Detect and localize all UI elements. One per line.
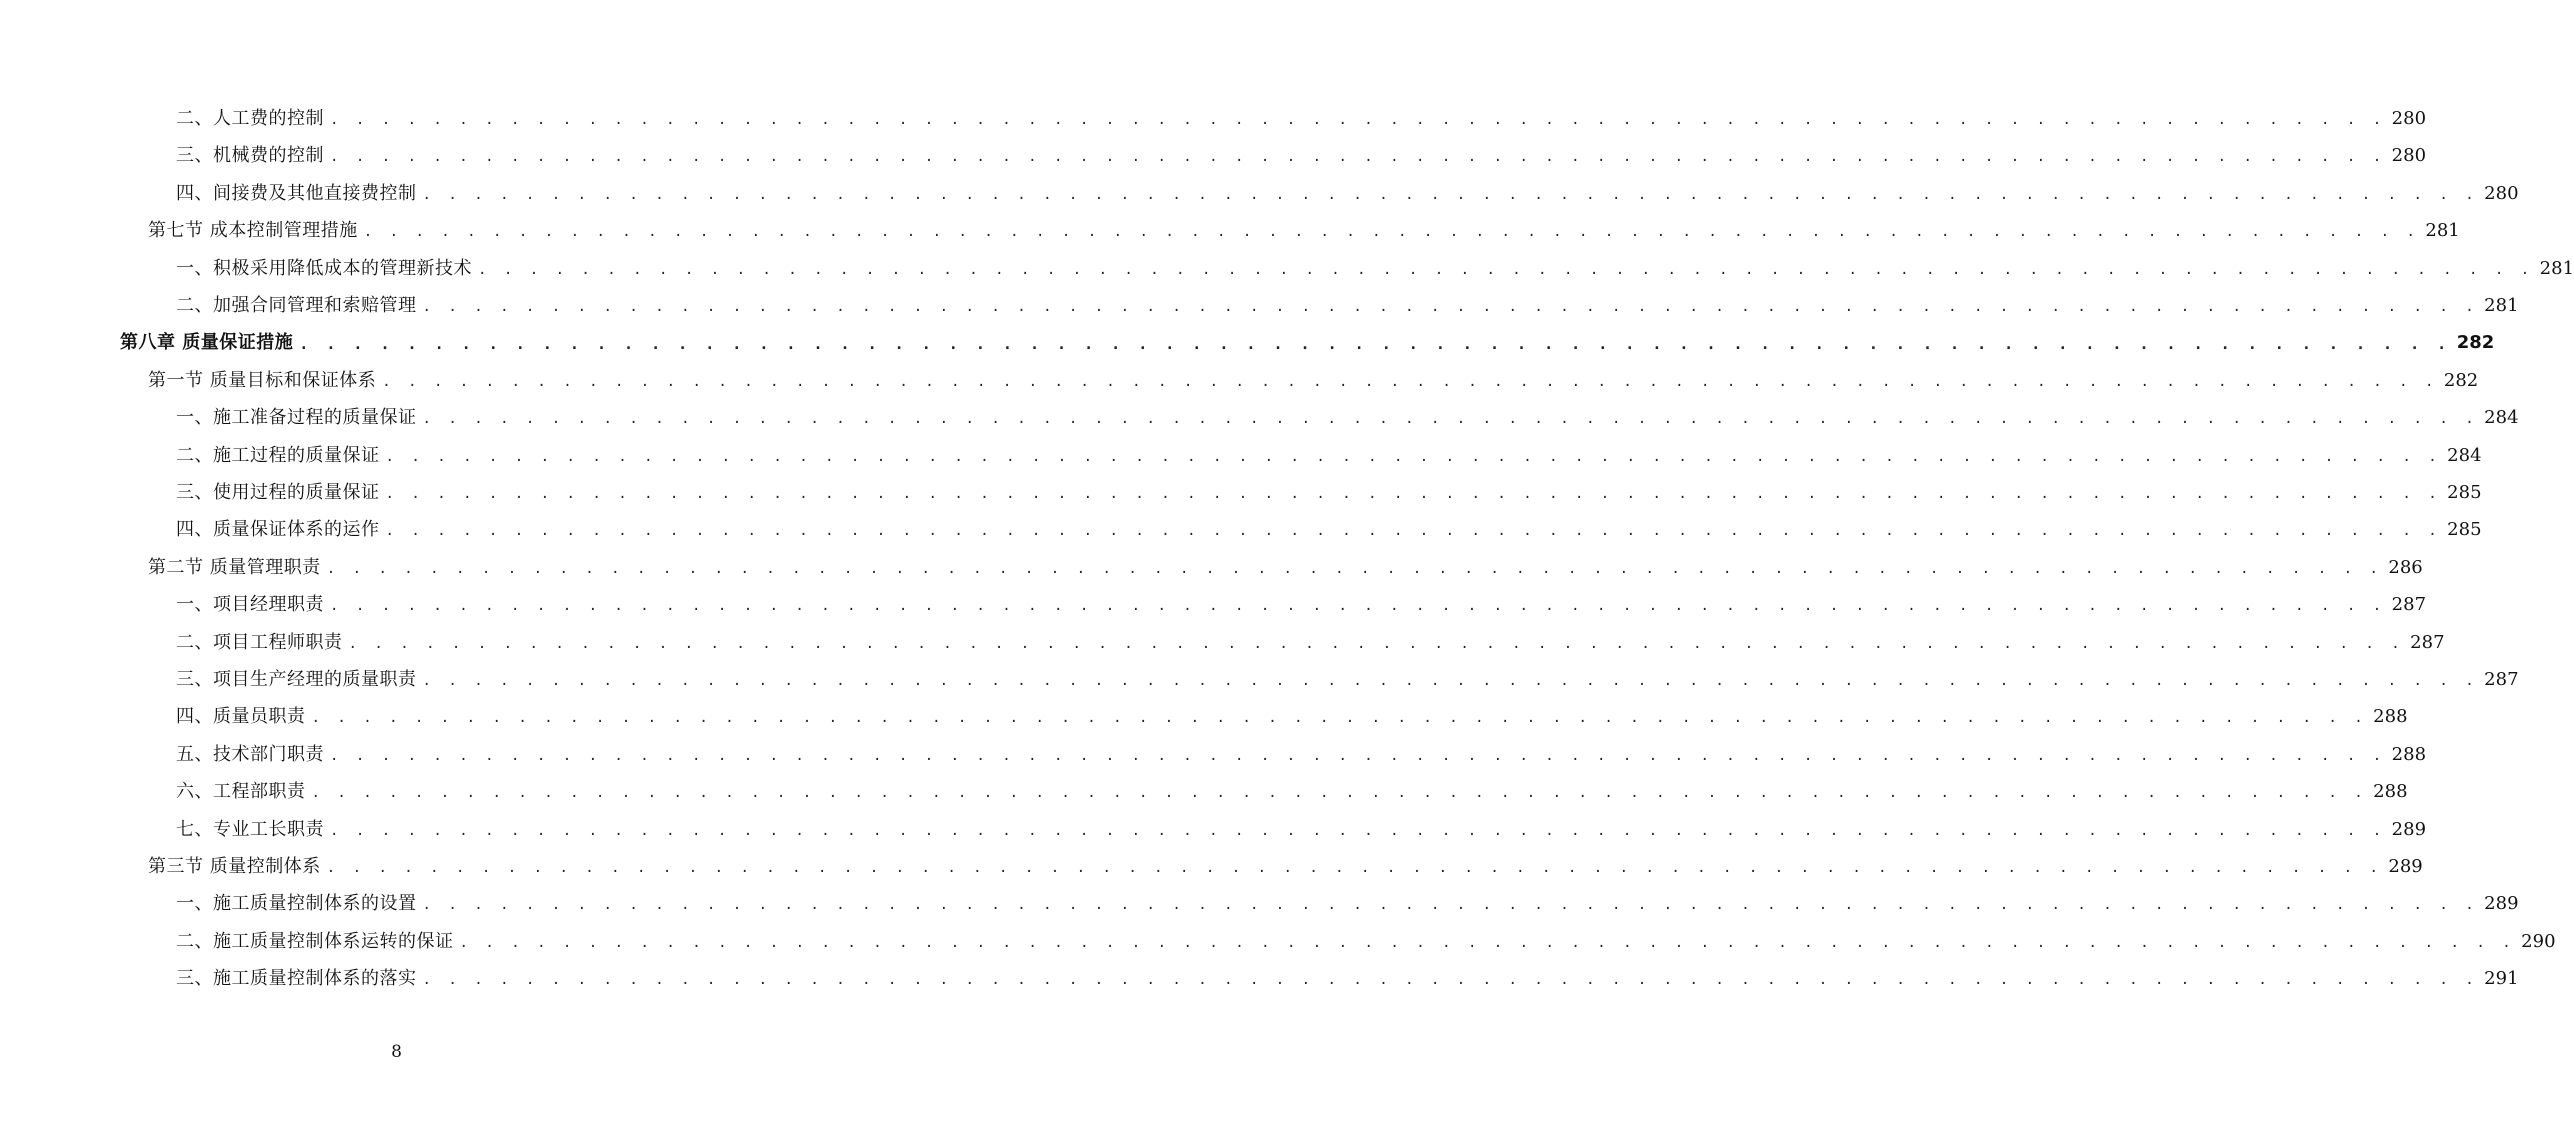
toc-entry-title: 一、施工准备过程的质量保证 [176, 407, 417, 429]
toc-dot-leader: . . . . . . . . . . . . . . . . . . . . . . . . . . . . . . . . . . . . . . . . . . . . . . . . . . . . . . . . . . . . . . . . . . . . . . . . . . . . . . . . [385, 486, 2442, 502]
toc-dot-leader: . . . . . . . . . . . . . . . . . . . . . . . . . . . . . . . . . . . . . . . . . . . . . . . . . . . . . . . . . . . . . . . . . . . . . . . . . . . . . . . . [311, 785, 2368, 802]
toc-subsection-entry[interactable] [176, 960, 2519, 997]
toc-dot-leader: . . . . . . . . . . . . . . . . . . . . . . . . . . . . . . . . . . . . . . . . . . . . . . . . . . . . . . . . . . . . . . . . . . . . . . . . . . . . . . . . [385, 448, 2442, 465]
toc-entry-page: 285 [2447, 519, 2482, 541]
toc-dot-leader: . . . . . . . . . . . . . . . . . . . . . . . . . . . . . . . . . . . . . . . . . . . . . . . . . . . . . . . . . . . . . . . . . . . . . . . . . . . . . . . . [330, 822, 2386, 839]
toc-section-entry[interactable] [148, 549, 2423, 586]
toc-subsection-entry[interactable] [176, 923, 2556, 960]
toc-subsection-entry[interactable] [176, 511, 2482, 548]
toc-entry-title: 五、技术部门职责 [176, 743, 324, 765]
toc-section-entry[interactable] [148, 212, 2460, 249]
toc-entry-page: 288 [2373, 781, 2408, 803]
toc-subsection-entry[interactable] [176, 474, 2482, 511]
toc-entry-page: 290 [2521, 930, 2556, 952]
toc-dot-leader: . . . . . . . . . . . . . . . . . . . . . . . . . . . . . . . . . . . . . . . . . . . . . . . . . . . . . . . . . . . . . . . . . . . . . . . . . . . . . . . . [422, 411, 2479, 428]
toc-entry-title: 第七节 成本控制管理措施 [148, 220, 358, 242]
toc-dot-leader: . . . . . . . . . . . . . . . . . . . . . . . . . . . . . . . . . . . . . . . . . . . . . . . . . . . . . . . . . . . . . . . . . . . . . . . . . . . . . . . . [382, 373, 2438, 390]
toc-dot-leader: . . . . . . . . . . . . . . . . . . . . . . . . . . . . . . . . . . . . . . . . . . . . . . . . . . . . . . . . . . . . . . . . . . . . . . . . . . . . . . . . [311, 710, 2368, 727]
toc-entry-title: 七、专业工长职责 [176, 818, 324, 840]
toc-subsection-entry[interactable] [176, 773, 2408, 810]
toc-chapter-entry[interactable] [120, 324, 2495, 361]
toc-section-entry[interactable] [148, 362, 2479, 399]
toc-section-entry[interactable] [148, 848, 2423, 885]
toc-dot-leader: . . . . . . . . . . . . . . . . . . . . . . . . . . . . . . . . . . . . . . . . . . . . . . . . . . . . . . . . . . . . . . . . . . . . . . . . . . . . . . . . [363, 224, 2420, 241]
toc-entry-title: 一、积极采用降低成本的管理新技术 [176, 257, 472, 279]
toc-subsection-entry[interactable] [176, 287, 2519, 324]
toc-dot-leader: . . . . . . . . . . . . . . . . . . . . . . . . . . . . . . . . . . . . . . . . . . . . . . . . . . . . . . . . . . . . . . . . . . . . . . . . . . . . . . . . [422, 186, 2479, 203]
toc-entry-title: 二、项目工程师职责 [176, 631, 343, 653]
toc-subsection-entry[interactable] [176, 811, 2427, 848]
toc-subsection-entry[interactable] [176, 250, 2574, 287]
toc-dot-leader: . . . . . . . . . . . . . . . . . . . . . . . . . . . . . . . . . . . . . . . . . . . . . . . . . . . . . . . . . . . . . . . . . . . . . . . . . . . . . . . . [422, 299, 2479, 315]
toc-entry-title: 二、施工过程的质量保证 [176, 444, 380, 466]
toc-entry-page: 280 [2484, 182, 2519, 204]
toc-entry-title: 第二节 质量管理职责 [148, 556, 321, 578]
toc-entry-page: 291 [2484, 968, 2519, 990]
toc-entry-title: 一、项目经理职责 [176, 594, 324, 616]
toc-subsection-entry[interactable] [176, 437, 2482, 474]
toc-entry-page: 288 [2373, 706, 2408, 728]
toc-entry-title: 六、工程部职责 [176, 781, 306, 803]
toc-entry-page: 284 [2484, 407, 2519, 429]
toc-entry-title: 第八章 质量保证措施 [120, 332, 294, 354]
toc-entry-title: 四、间接费及其他直接费控制 [176, 182, 417, 204]
toc-dot-leader: . . . . . . . . . . . . . . . . . . . . . . . . . . . . . . . . . . . . . . . . . . . . . . . . . . . . . . . . . . . . . . . . . . . . . . . . . . . . . . . . [422, 897, 2479, 914]
toc-entry-page: 286 [2388, 556, 2423, 578]
toc-entry-page: 288 [2391, 743, 2427, 765]
toc-entry-title: 一、施工质量控制体系的设置 [176, 893, 417, 915]
toc-entry-page: 287 [2484, 669, 2519, 690]
toc-subsection-entry[interactable] [176, 661, 2519, 698]
toc-entry-page: 289 [2388, 856, 2423, 877]
page-number: 8 [391, 1042, 402, 1062]
toc-entry-page: 281 [2425, 220, 2460, 242]
toc-dot-leader: . . . . . . . . . . . . . . . . . . . . . . . . . . . . . . . . . . . . . . . . . . . . . . . . . . . . . . . . . . . . . . . . . . . . . . . . . . . . . . . . [299, 335, 2451, 354]
toc-entry-title: 三、使用过程的质量保证 [176, 482, 380, 503]
toc-subsection-entry[interactable] [176, 736, 2427, 773]
toc-dot-leader: . . . . . . . . . . . . . . . . . . . . . . . . . . . . . . . . . . . . . . . . . . . . . . . . . . . . . . . . . . . . . . . . . . . . . . . . . . . . . . . . [385, 523, 2442, 540]
toc-entry-page: 282 [2443, 369, 2479, 391]
toc-dot-leader: . . . . . . . . . . . . . . . . . . . . . . . . . . . . . . . . . . . . . . . . . . . . . . . . . . . . . . . . . . . . . . . . . . . . . . . . . . . . . . . . [459, 934, 2516, 951]
toc-entry-title: 二、人工费的控制 [176, 108, 324, 129]
toc-subsection-entry[interactable] [176, 586, 2427, 623]
toc-entry-page: 287 [2391, 594, 2427, 616]
toc-entry-title: 二、加强合同管理和索赔管理 [176, 295, 417, 316]
toc-entry-title: 三、机械费的控制 [176, 145, 324, 167]
toc-entry-page: 281 [2484, 295, 2519, 316]
toc-entry-page: 281 [2539, 257, 2574, 279]
toc-entry-title: 四、质量保证体系的运作 [176, 519, 380, 541]
toc-entry-title: 二、施工质量控制体系运转的保证 [176, 930, 454, 952]
toc-subsection-entry[interactable] [176, 175, 2519, 212]
toc-entry-page: 282 [2456, 332, 2495, 354]
toc-entry-title: 三、项目生产经理的质量职责 [176, 669, 417, 690]
toc-dot-leader: . . . . . . . . . . . . . . . . . . . . . . . . . . . . . . . . . . . . . . . . . . . . . . . . . . . . . . . . . . . . . . . . . . . . . . . . . . . . . . . . [478, 261, 2534, 278]
toc-subsection-entry[interactable] [176, 885, 2519, 922]
toc-entry-page: 287 [2410, 631, 2445, 653]
toc-dot-leader: . . . . . . . . . . . . . . . . . . . . . . . . . . . . . . . . . . . . . . . . . . . . . . . . . . . . . . . . . . . . . . . . . . . . . . . . . . . . . . . . [422, 972, 2479, 989]
toc-subsection-entry[interactable] [176, 624, 2445, 661]
toc-entry-page: 289 [2484, 893, 2519, 915]
toc-entry-page: 280 [2391, 145, 2427, 167]
toc-entry-page: 284 [2447, 444, 2482, 466]
toc-dot-leader: . . . . . . . . . . . . . . . . . . . . . . . . . . . . . . . . . . . . . . . . . . . . . . . . . . . . . . . . . . . . . . . . . . . . . . . . . . . . . . . . [326, 560, 2383, 577]
toc-subsection-entry[interactable] [176, 137, 2427, 174]
toc-entry-title: 第三节 质量控制体系 [148, 856, 321, 877]
toc-entry-page: 280 [2391, 108, 2427, 129]
toc-dot-leader: . . . . . . . . . . . . . . . . . . . . . . . . . . . . . . . . . . . . . . . . . . . . . . . . . . . . . . . . . . . . . . . . . . . . . . . . . . . . . . . . [348, 635, 2405, 652]
toc-entry-title: 第一节 质量目标和保证体系 [148, 369, 377, 391]
toc-dot-leader: . . . . . . . . . . . . . . . . . . . . . . . . . . . . . . . . . . . . . . . . . . . . . . . . . . . . . . . . . . . . . . . . . . . . . . . . . . . . . . . . [330, 149, 2386, 166]
toc-dot-leader: . . . . . . . . . . . . . . . . . . . . . . . . . . . . . . . . . . . . . . . . . . . . . . . . . . . . . . . . . . . . . . . . . . . . . . . . . . . . . . . . [326, 860, 2383, 876]
toc-dot-leader: . . . . . . . . . . . . . . . . . . . . . . . . . . . . . . . . . . . . . . . . . . . . . . . . . . . . . . . . . . . . . . . . . . . . . . . . . . . . . . . . [330, 112, 2386, 128]
toc-dot-leader: . . . . . . . . . . . . . . . . . . . . . . . . . . . . . . . . . . . . . . . . . . . . . . . . . . . . . . . . . . . . . . . . . . . . . . . . . . . . . . . . [422, 673, 2479, 689]
toc-dot-leader: . . . . . . . . . . . . . . . . . . . . . . . . . . . . . . . . . . . . . . . . . . . . . . . . . . . . . . . . . . . . . . . . . . . . . . . . . . . . . . . . [330, 747, 2386, 764]
toc-subsection-entry[interactable] [176, 399, 2519, 436]
toc-entry-title: 四、质量员职责 [176, 706, 306, 728]
toc-dot-leader: . . . . . . . . . . . . . . . . . . . . . . . . . . . . . . . . . . . . . . . . . . . . . . . . . . . . . . . . . . . . . . . . . . . . . . . . . . . . . . . . [330, 598, 2386, 615]
toc-entry-page: 285 [2447, 482, 2482, 503]
toc-entry-page: 289 [2391, 818, 2427, 840]
toc-subsection-entry[interactable] [176, 698, 2408, 735]
toc-entry-title: 三、施工质量控制体系的落实 [176, 968, 417, 990]
toc-subsection-entry[interactable] [176, 100, 2427, 137]
